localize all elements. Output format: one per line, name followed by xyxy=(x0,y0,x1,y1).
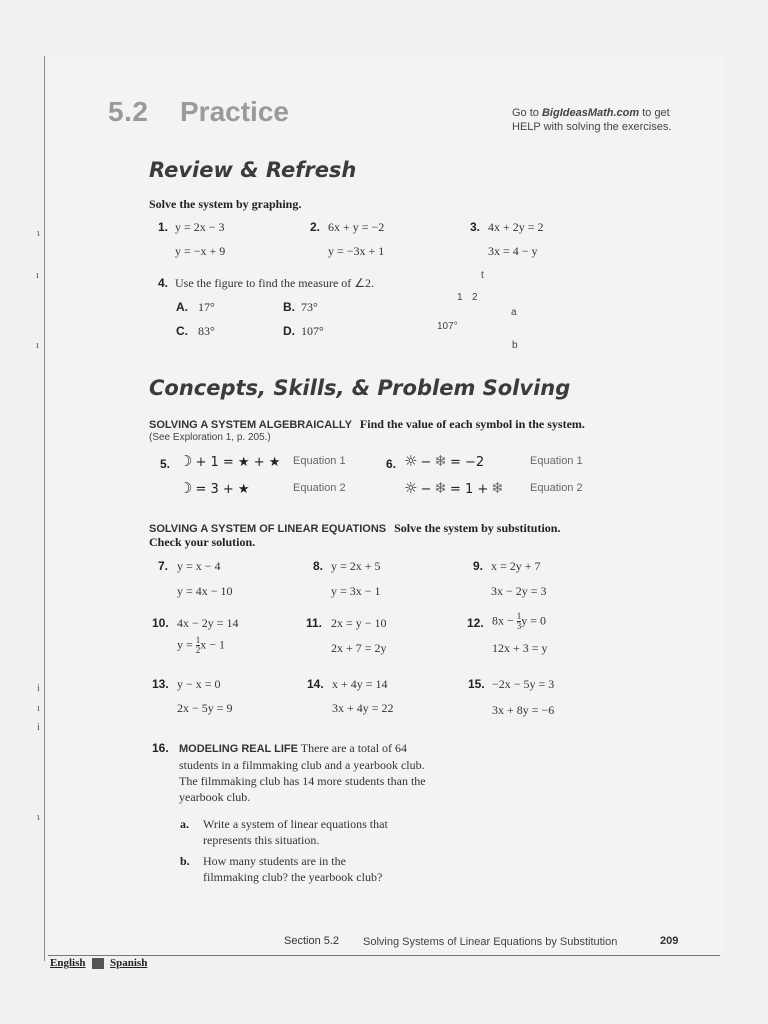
equation-tail: = −2 xyxy=(449,455,485,470)
problem-number: 4. xyxy=(158,276,169,290)
review-instruction: Solve the system by graphing. xyxy=(149,197,302,211)
equation: −2x − 5y = 3 xyxy=(492,677,555,691)
equation: 4x + 2y = 2 xyxy=(488,220,544,234)
algebraic-instructions xyxy=(149,415,585,433)
spanish-link[interactable]: Spanish xyxy=(110,957,148,969)
problem-number: 5. xyxy=(160,457,171,471)
exploration-reference: (See Exploration 1, p. 205.) xyxy=(149,432,271,443)
footer-rule xyxy=(48,955,720,956)
part-text: How many students are in the filmmaking club? the yearbook club? xyxy=(203,854,383,884)
page-number: 209 xyxy=(660,935,679,947)
part-letter: a. xyxy=(180,817,189,831)
equation: 2x + 7 = 2y xyxy=(331,641,387,655)
equation-label: Equation 2 xyxy=(293,482,346,494)
substitution-instruction: Solve the system by substitution. xyxy=(394,521,561,535)
margin-mark: ι xyxy=(37,812,40,823)
equation-part: x − 1 xyxy=(200,637,226,652)
snowflake-icon: ❄ xyxy=(434,452,447,470)
sun-icon: ☼ xyxy=(404,452,418,470)
algebraic-instruction: Find the value of each symbol in the system. xyxy=(359,417,585,431)
problem-number: 9. xyxy=(473,559,484,573)
problem-number: 15. xyxy=(468,677,485,691)
choice-value: 83° xyxy=(198,324,215,338)
equation: y = −x + 9 xyxy=(175,244,226,258)
footer-title: Solving Systems of Linear Equations by Substitution xyxy=(363,936,618,948)
problem-number: 12. xyxy=(467,616,484,630)
equation-tail: = 1 + xyxy=(449,482,489,497)
equation-part: y = 0 xyxy=(521,613,547,628)
problem-number: 13. xyxy=(152,677,169,691)
equation-operator: − xyxy=(420,482,432,497)
choice-letter: C. xyxy=(176,324,188,338)
choice-value: 107° xyxy=(301,324,324,338)
equation-with-fraction xyxy=(177,636,225,655)
part-text: Write a system of linear equations that represents this situation. xyxy=(203,817,388,847)
equation: y = 2x + 5 xyxy=(331,559,381,573)
problem-number: 3. xyxy=(470,220,481,234)
symbol-equation xyxy=(404,452,484,470)
equation-tail: + 1 = ★ + ★ xyxy=(195,455,281,470)
english-link[interactable]: English xyxy=(50,957,86,969)
choice-value: 73° xyxy=(301,300,318,314)
problem-number: 7. xyxy=(158,559,169,573)
algebraic-title: SOLVING A SYSTEM ALGEBRAICALLY xyxy=(149,419,352,431)
equation: y = 3x − 1 xyxy=(331,584,381,598)
language-toggle-icon[interactable] xyxy=(92,958,104,969)
equation: y = −3x + 1 xyxy=(328,244,385,258)
figure-label-a: a xyxy=(511,307,517,318)
figure-angle-label: 107° xyxy=(437,321,458,332)
equation: 3x + 8y = −6 xyxy=(492,703,555,717)
equation: 12x + 3 = y xyxy=(492,641,548,655)
word-problem xyxy=(179,740,437,805)
equation: x = 2y + 7 xyxy=(491,559,541,573)
word-problem-text: There are a total of 64 students in a filmmaking club and a yearbook club. The filmmaking club has 14 more students than the yearbook club. xyxy=(179,741,426,804)
moon-icon: ☽ xyxy=(179,479,193,497)
choice-letter: A. xyxy=(176,300,188,314)
sun-icon: ☼ xyxy=(404,479,418,497)
choice-letter: B. xyxy=(283,300,295,314)
figure-label-1: 1 xyxy=(457,292,463,303)
symbol-equation xyxy=(179,452,280,470)
margin-mark: ı xyxy=(36,270,39,281)
problem-number: 10. xyxy=(152,616,169,630)
symbol-equation xyxy=(404,479,504,497)
equation-label: Equation 1 xyxy=(530,455,583,467)
help-site-link[interactable]: BigIdeasMath.com xyxy=(541,107,640,119)
problem-number: 6. xyxy=(386,457,397,471)
fraction-denominator: 2 xyxy=(195,645,201,655)
equation: 3x − 2y = 3 xyxy=(491,584,547,598)
review-heading: Review & Refresh xyxy=(149,158,357,182)
concepts-heading: Concepts, Skills, & Problem Solving xyxy=(149,376,571,400)
equation: y = x − 4 xyxy=(177,559,221,573)
problem-number: 16. xyxy=(152,741,169,755)
equation: 3x = 4 − y xyxy=(488,244,538,258)
fraction-numerator: 1 xyxy=(195,635,201,645)
moon-icon: ☽ xyxy=(179,452,193,470)
problem-number: 2. xyxy=(310,220,321,234)
margin-mark: i xyxy=(37,722,40,733)
choice-value: 17° xyxy=(198,300,215,314)
margin-mark: ı xyxy=(36,340,39,351)
equation: 6x + y = −2 xyxy=(328,220,385,234)
equation-part: y = xyxy=(177,637,196,652)
fraction-denominator: 3 xyxy=(516,621,522,631)
equation: 3x + 4y = 22 xyxy=(332,701,394,715)
help-text-pre: Go to xyxy=(512,107,542,119)
margin-mark: ι xyxy=(37,228,40,239)
equation: 2x = y − 10 xyxy=(331,616,387,630)
problem-number: 8. xyxy=(313,559,324,573)
snowflake-icon: ❄ xyxy=(491,479,504,497)
problem-number: 14. xyxy=(307,677,324,691)
equation-label: Equation 1 xyxy=(293,455,346,467)
section-number: 5.2 xyxy=(108,96,149,127)
equation: 2x − 5y = 9 xyxy=(177,701,233,715)
figure-label-2: 2 xyxy=(472,292,478,303)
margin-mark: ı xyxy=(37,703,40,714)
equation: 4x − 2y = 14 xyxy=(177,616,239,630)
equation-tail: = 3 + ★ xyxy=(195,482,250,497)
problem-number: 1. xyxy=(158,220,169,234)
margin-mark: i xyxy=(37,683,40,694)
check-instruction: Check your solution. xyxy=(149,535,256,549)
question-text: Use the figure to find the measure of ∠2. xyxy=(175,276,375,290)
equation-with-fraction xyxy=(492,612,546,631)
equation-operator: − xyxy=(420,455,432,470)
help-text-post: to get HELP with solving the exercises. xyxy=(512,107,672,133)
equation: y = 4x − 10 xyxy=(177,584,233,598)
substitution-title: SOLVING A SYSTEM OF LINEAR EQUATIONS xyxy=(149,523,387,535)
equation-part: 8x − xyxy=(492,613,517,628)
help-note xyxy=(512,106,682,134)
page-edge xyxy=(44,56,45,961)
figure-label-b: b xyxy=(512,340,518,351)
symbol-equation xyxy=(179,479,250,497)
figure-label-t: t xyxy=(481,270,484,281)
equation: y − x = 0 xyxy=(177,677,221,691)
fraction-numerator: 1 xyxy=(516,611,522,621)
equation: x + 4y = 14 xyxy=(332,677,388,691)
page-title: Practice xyxy=(180,96,289,127)
snowflake-icon: ❄ xyxy=(434,479,447,497)
problem-number: 11. xyxy=(306,616,323,630)
part-letter: b. xyxy=(180,854,190,868)
choice-letter: D. xyxy=(283,324,295,338)
equation-label: Equation 2 xyxy=(530,482,583,494)
word-problem-title: MODELING REAL LIFE xyxy=(179,743,298,755)
footer-section: Section 5.2 xyxy=(284,935,340,947)
equation: y = 2x − 3 xyxy=(175,220,225,234)
